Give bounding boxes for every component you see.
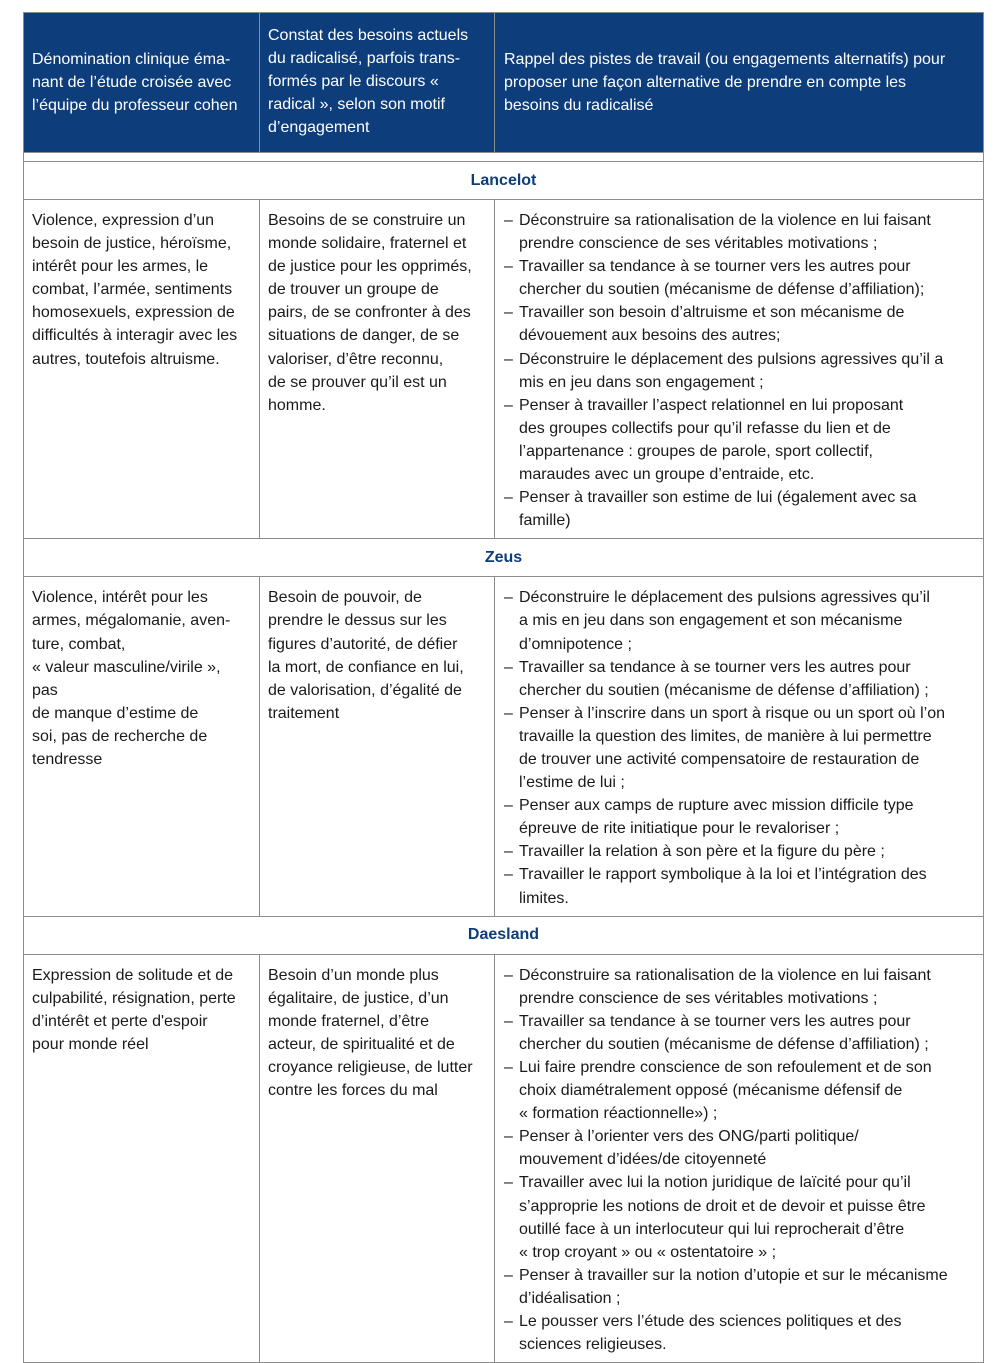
clinical-cell: Violence, intérêt pour les armes, mégalomanie, aven- ture, combat, « valeur masculine/virile », pas de manque d’estime de soi, pas de recherche de tendresse bbox=[24, 577, 260, 916]
list-item: – Le pousser vers l’étude des sciences politiques et des sciences religieuses. bbox=[503, 1310, 973, 1356]
table-wrapper bbox=[23, 12, 983, 1363]
section-title: Daesland bbox=[24, 916, 984, 954]
header-clinical: Dénomination clinique éma- nant de l’étude croisée avec l’équipe du professeur cohen bbox=[24, 13, 260, 153]
needs-cell: Besoins de se construire un monde solidaire, fraternel et de justice pour les opprimés, de trouver un groupe de pairs, de se confronter à des situations de danger, de se valoriser, d’être reconnu, de se prouver qu’il est un homme. bbox=[260, 200, 495, 539]
list-item: – Déconstruire le déplacement des pulsions agressives qu’il a mis en jeu dans son engagement ; bbox=[503, 348, 973, 394]
header-needs: Constat des besoins actuels du radicalisé, parfois trans- formés par le discours « radical », selon son motif d’engagement bbox=[260, 13, 495, 153]
list-item: – Travailler le rapport symbolique à la loi et l’intégration des limites. bbox=[503, 863, 973, 909]
section-title: Zeus bbox=[24, 539, 984, 577]
needs-cell: Besoin de pouvoir, de prendre le dessus sur les figures d’autorité, de défier la mort, de confiance en lui, de valorisation, d’égalité de traitement bbox=[260, 577, 495, 916]
header-tracks: Rappel des pistes de travail (ou engagements alternatifs) pour proposer une façon alternative de prendre en compte les besoins du radicalisé bbox=[495, 13, 984, 153]
list-item: – Travailler sa tendance à se tourner vers les autres pour chercher du soutien (mécanisme de défense d’affiliation); bbox=[503, 255, 973, 301]
tracks-cell bbox=[495, 577, 984, 916]
list-item: – Penser aux camps de rupture avec mission difficile type épreuve de rite initiatique pour le revaloriser ; bbox=[503, 794, 973, 840]
list-item: – Penser à travailler l’aspect relationnel en lui proposant des groupes collectifs pour qu’il refasse du lien et de l’appartenance : groupes de parole, sport collectif, maraudes avec un groupe d’entraide, etc. bbox=[503, 394, 973, 486]
list-item: – Lui faire prendre conscience de son refoulement et de son choix diamétralement opposé (mécanisme défensif de « formation réactionnelle») ; bbox=[503, 1056, 973, 1125]
section-title: Lancelot bbox=[24, 162, 984, 200]
list-item: – Travailler sa tendance à se tourner vers les autres pour chercher du soutien (mécanisme de défense d’affiliation) ; bbox=[503, 1010, 973, 1056]
needs-cell: Besoin d’un monde plus égalitaire, de justice, d’un monde fraternel, d’être acteur, de spiritualité et de croyance religieuse, de lutter contre les forces du mal bbox=[260, 954, 495, 1363]
table-row bbox=[24, 954, 984, 1363]
tracks-cell bbox=[495, 954, 984, 1363]
list-item: – Penser à travailler son estime de lui (également avec sa famille) bbox=[503, 486, 973, 532]
list-item: – Déconstruire le déplacement des pulsions agressives qu’il a mis en jeu dans son engagement et son mécanisme d’omnipotence ; bbox=[503, 586, 973, 655]
list-item: – Déconstruire sa rationalisation de la violence en lui faisant prendre conscience de ses véritables motivations ; bbox=[503, 209, 973, 255]
clinical-cell: Expression de solitude et de culpabilité, résignation, perte d’intérêt et perte d'espoir pour monde réel bbox=[24, 954, 260, 1363]
section-row-daesland bbox=[24, 916, 984, 954]
header-row bbox=[24, 13, 984, 153]
list-item: – Travailler avec lui la notion juridique de laïcité pour qu’il s’approprie les notions de droit et de devoir et puisse être outillé face à un interlocuteur qui lui reprocherait d’être « trop croyant » ou « ostentatoire » ; bbox=[503, 1171, 973, 1263]
tracks-list bbox=[503, 586, 973, 909]
list-item: – Travailler sa tendance à se tourner vers les autres pour chercher du soutien (mécanisme de défense d’affiliation) ; bbox=[503, 656, 973, 702]
spacer-row bbox=[24, 153, 984, 162]
list-item: – Travailler la relation à son père et la figure du père ; bbox=[503, 840, 973, 863]
radicalization-table bbox=[23, 12, 984, 1363]
table-row bbox=[24, 200, 984, 539]
section-row-lancelot bbox=[24, 162, 984, 200]
tracks-list bbox=[503, 964, 973, 1357]
tracks-list bbox=[503, 209, 973, 532]
list-item: – Penser à l’orienter vers des ONG/parti politique/ mouvement d’idées/de citoyenneté bbox=[503, 1125, 973, 1171]
list-item: – Travailler son besoin d’altruisme et son mécanisme de dévouement aux besoins des autres; bbox=[503, 301, 973, 347]
table-row bbox=[24, 577, 984, 916]
clinical-cell: Violence, expression d’un besoin de justice, héroïsme, intérêt pour les armes, le combat, l’armée, sentiments homosexuels, expression de difficultés à interagir avec les autres, toutefois altruisme. bbox=[24, 200, 260, 539]
list-item: – Penser à travailler sur la notion d’utopie et sur le mécanisme d’idéalisation ; bbox=[503, 1264, 973, 1310]
section-row-zeus bbox=[24, 539, 984, 577]
list-item: – Déconstruire sa rationalisation de la violence en lui faisant prendre conscience de ses véritables motivations ; bbox=[503, 964, 973, 1010]
tracks-cell bbox=[495, 200, 984, 539]
list-item: – Penser à l’inscrire dans un sport à risque ou un sport où l’on travaille la question des limites, de manière à lui permettre de trouver une activité compensatoire de restauration de l’estime de lui ; bbox=[503, 702, 973, 794]
